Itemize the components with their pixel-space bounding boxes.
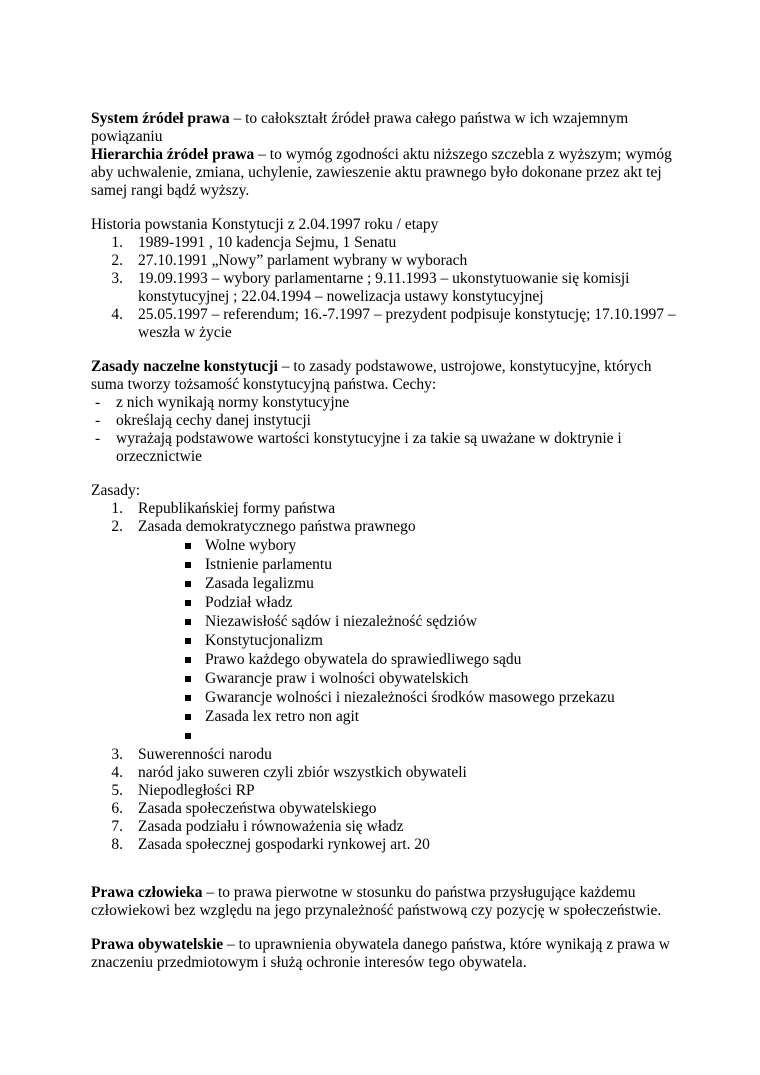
dash-bullet: -	[95, 430, 101, 447]
list-item: 27.10.1991 „Nowy” parlament wybrany w wyborach	[138, 252, 468, 269]
historia-heading: Historia powstania Konstytucji z 2.04.1997 roku / etapy	[91, 216, 439, 233]
list-number: 6.	[111, 800, 123, 817]
sub-list-item: Zasada lex retro non agit	[205, 708, 360, 725]
term-zasady-naczelne: Zasady naczelne konstytucji	[91, 358, 278, 375]
sub-list-item: Gwarancje praw i wolności obywatelskich	[205, 670, 469, 687]
list-item: określają cechy danej instytucji	[116, 412, 311, 429]
list-number: 8.	[111, 836, 123, 853]
square-bullet-icon	[185, 733, 191, 739]
list-item: 19.09.1993 – wybory parlamentarne ; 9.11.1993 – ukonstytuowanie się komisji	[138, 270, 630, 287]
zasady-heading: Zasady:	[91, 482, 141, 499]
list-number: 1.	[111, 234, 123, 251]
list-number: 4.	[111, 306, 123, 323]
sub-list-item: Konstytucjonalizm	[205, 632, 323, 649]
square-bullet-icon	[185, 695, 191, 701]
list-number: 3.	[111, 270, 123, 287]
list-item-continuation: weszła w życie	[138, 324, 232, 341]
list-number: 7.	[111, 818, 123, 835]
definition-zasady-naczelne	[91, 358, 652, 376]
sub-list-item: Niezawisłość sądów i niezależność sędziów	[205, 613, 478, 630]
dash-bullet: -	[95, 394, 101, 411]
sub-list-item: Prawo każdego obywatela do sprawiedliwego sądu	[205, 651, 522, 668]
term-prawa-czlowieka: Prawa człowieka	[91, 884, 203, 901]
term-prawa-obywatelskie: Prawa obywatelskie	[91, 936, 224, 953]
list-item: Zasada społeczeństwa obywatelskiego	[138, 800, 377, 817]
square-bullet-icon	[185, 638, 191, 644]
sub-list-item: Wolne wybory	[205, 537, 297, 554]
definition-hierarchia	[91, 146, 672, 164]
definition-line: aby uchwalenie, zmiana, uchylenie, zawieszenie aktu prawnego było dokonane przez akt tej	[91, 164, 662, 181]
square-bullet-icon	[185, 600, 191, 606]
list-item: Suwerenności narodu	[138, 746, 272, 763]
square-bullet-icon	[185, 562, 191, 568]
square-bullet-icon	[185, 619, 191, 625]
dash-bullet: -	[95, 412, 101, 429]
square-bullet-icon	[185, 714, 191, 720]
list-item: 25.05.1997 – referendum; 16.-7.1997 – prezydent podpisuje konstytucję; 17.10.1997 –	[138, 306, 676, 323]
definition-line: suma tworzy tożsamość konstytucyjną państwa. Cechy:	[91, 376, 437, 393]
sub-list-item: Istnienie parlamentu	[205, 556, 332, 573]
definition-line: człowiekowi bez względu na jego przynależność państwową czy pozycję w społeczeństwie.	[91, 902, 662, 919]
list-item: Niepodległości RP	[138, 782, 255, 799]
square-bullet-icon	[185, 581, 191, 587]
definition-line: znaczeniu przedmiotowym i służą ochronie interesów tego obywatela.	[91, 954, 527, 971]
list-number: 2.	[111, 252, 123, 269]
definition-text: – to uprawnienia obywatela danego państwa, które wynikają z prawa w	[223, 936, 670, 953]
list-item: naród jako suweren czyli zbiór wszystkich obywateli	[138, 764, 467, 781]
square-bullet-icon	[185, 676, 191, 682]
definition-system	[91, 110, 628, 128]
list-item: Zasada społecznej gospodarki rynkowej art. 20	[138, 836, 430, 853]
list-number: 5.	[111, 782, 123, 799]
definition-line: samej rangi bądź wyższy.	[91, 182, 250, 199]
square-bullet-icon	[185, 543, 191, 549]
sub-list-item: Zasada legalizmu	[205, 575, 314, 592]
definition-line: powiązaniu	[91, 128, 163, 145]
definition-text: – to całokształt źródeł prawa całego państwa w ich wzajemnym	[229, 110, 629, 127]
term-system: System źródeł prawa	[91, 110, 230, 127]
sub-list-item: Gwarancje wolności i niezależności środków masowego przekazu	[205, 689, 615, 706]
list-number: 1.	[111, 500, 123, 517]
list-item: 1989-1991 , 10 kadencja Sejmu, 1 Senatu	[138, 234, 397, 251]
term-hierarchia: Hierarchia źródeł prawa	[91, 146, 255, 163]
list-item: Zasada demokratycznego państwa prawnego	[138, 518, 416, 535]
list-item: Republikańskiej formy państwa	[138, 500, 336, 517]
definition-prawa-obywatelskie	[91, 936, 670, 954]
list-number: 4.	[111, 764, 123, 781]
square-bullet-icon	[185, 657, 191, 663]
definition-text: – to zasady podstawowe, ustrojowe, konstytucyjne, których	[277, 358, 652, 375]
list-item-continuation: orzecznictwie	[116, 448, 203, 465]
definition-text: – to wymóg zgodności aktu niższego szczebla z wyższym; wymóg	[254, 146, 672, 163]
list-item: wyrażają podstawowe wartości konstytucyjne i za takie są uważane w doktrynie i	[116, 430, 622, 447]
list-item: Zasada podziału i równoważenia się władz	[138, 818, 404, 835]
list-number: 3.	[111, 746, 123, 763]
sub-list-item: Podział władz	[205, 594, 293, 611]
list-number: 2.	[111, 518, 123, 535]
definition-text: – to prawa pierwotne w stosunku do państwa przysługujące każdemu	[202, 884, 636, 901]
definition-prawa-czlowieka	[91, 884, 636, 902]
list-item: z nich wynikają normy konstytucyjne	[116, 394, 350, 411]
list-item-continuation: konstytucyjnej ; 22.04.1994 – nowelizacja ustawy konstytucyjnej	[138, 288, 544, 305]
